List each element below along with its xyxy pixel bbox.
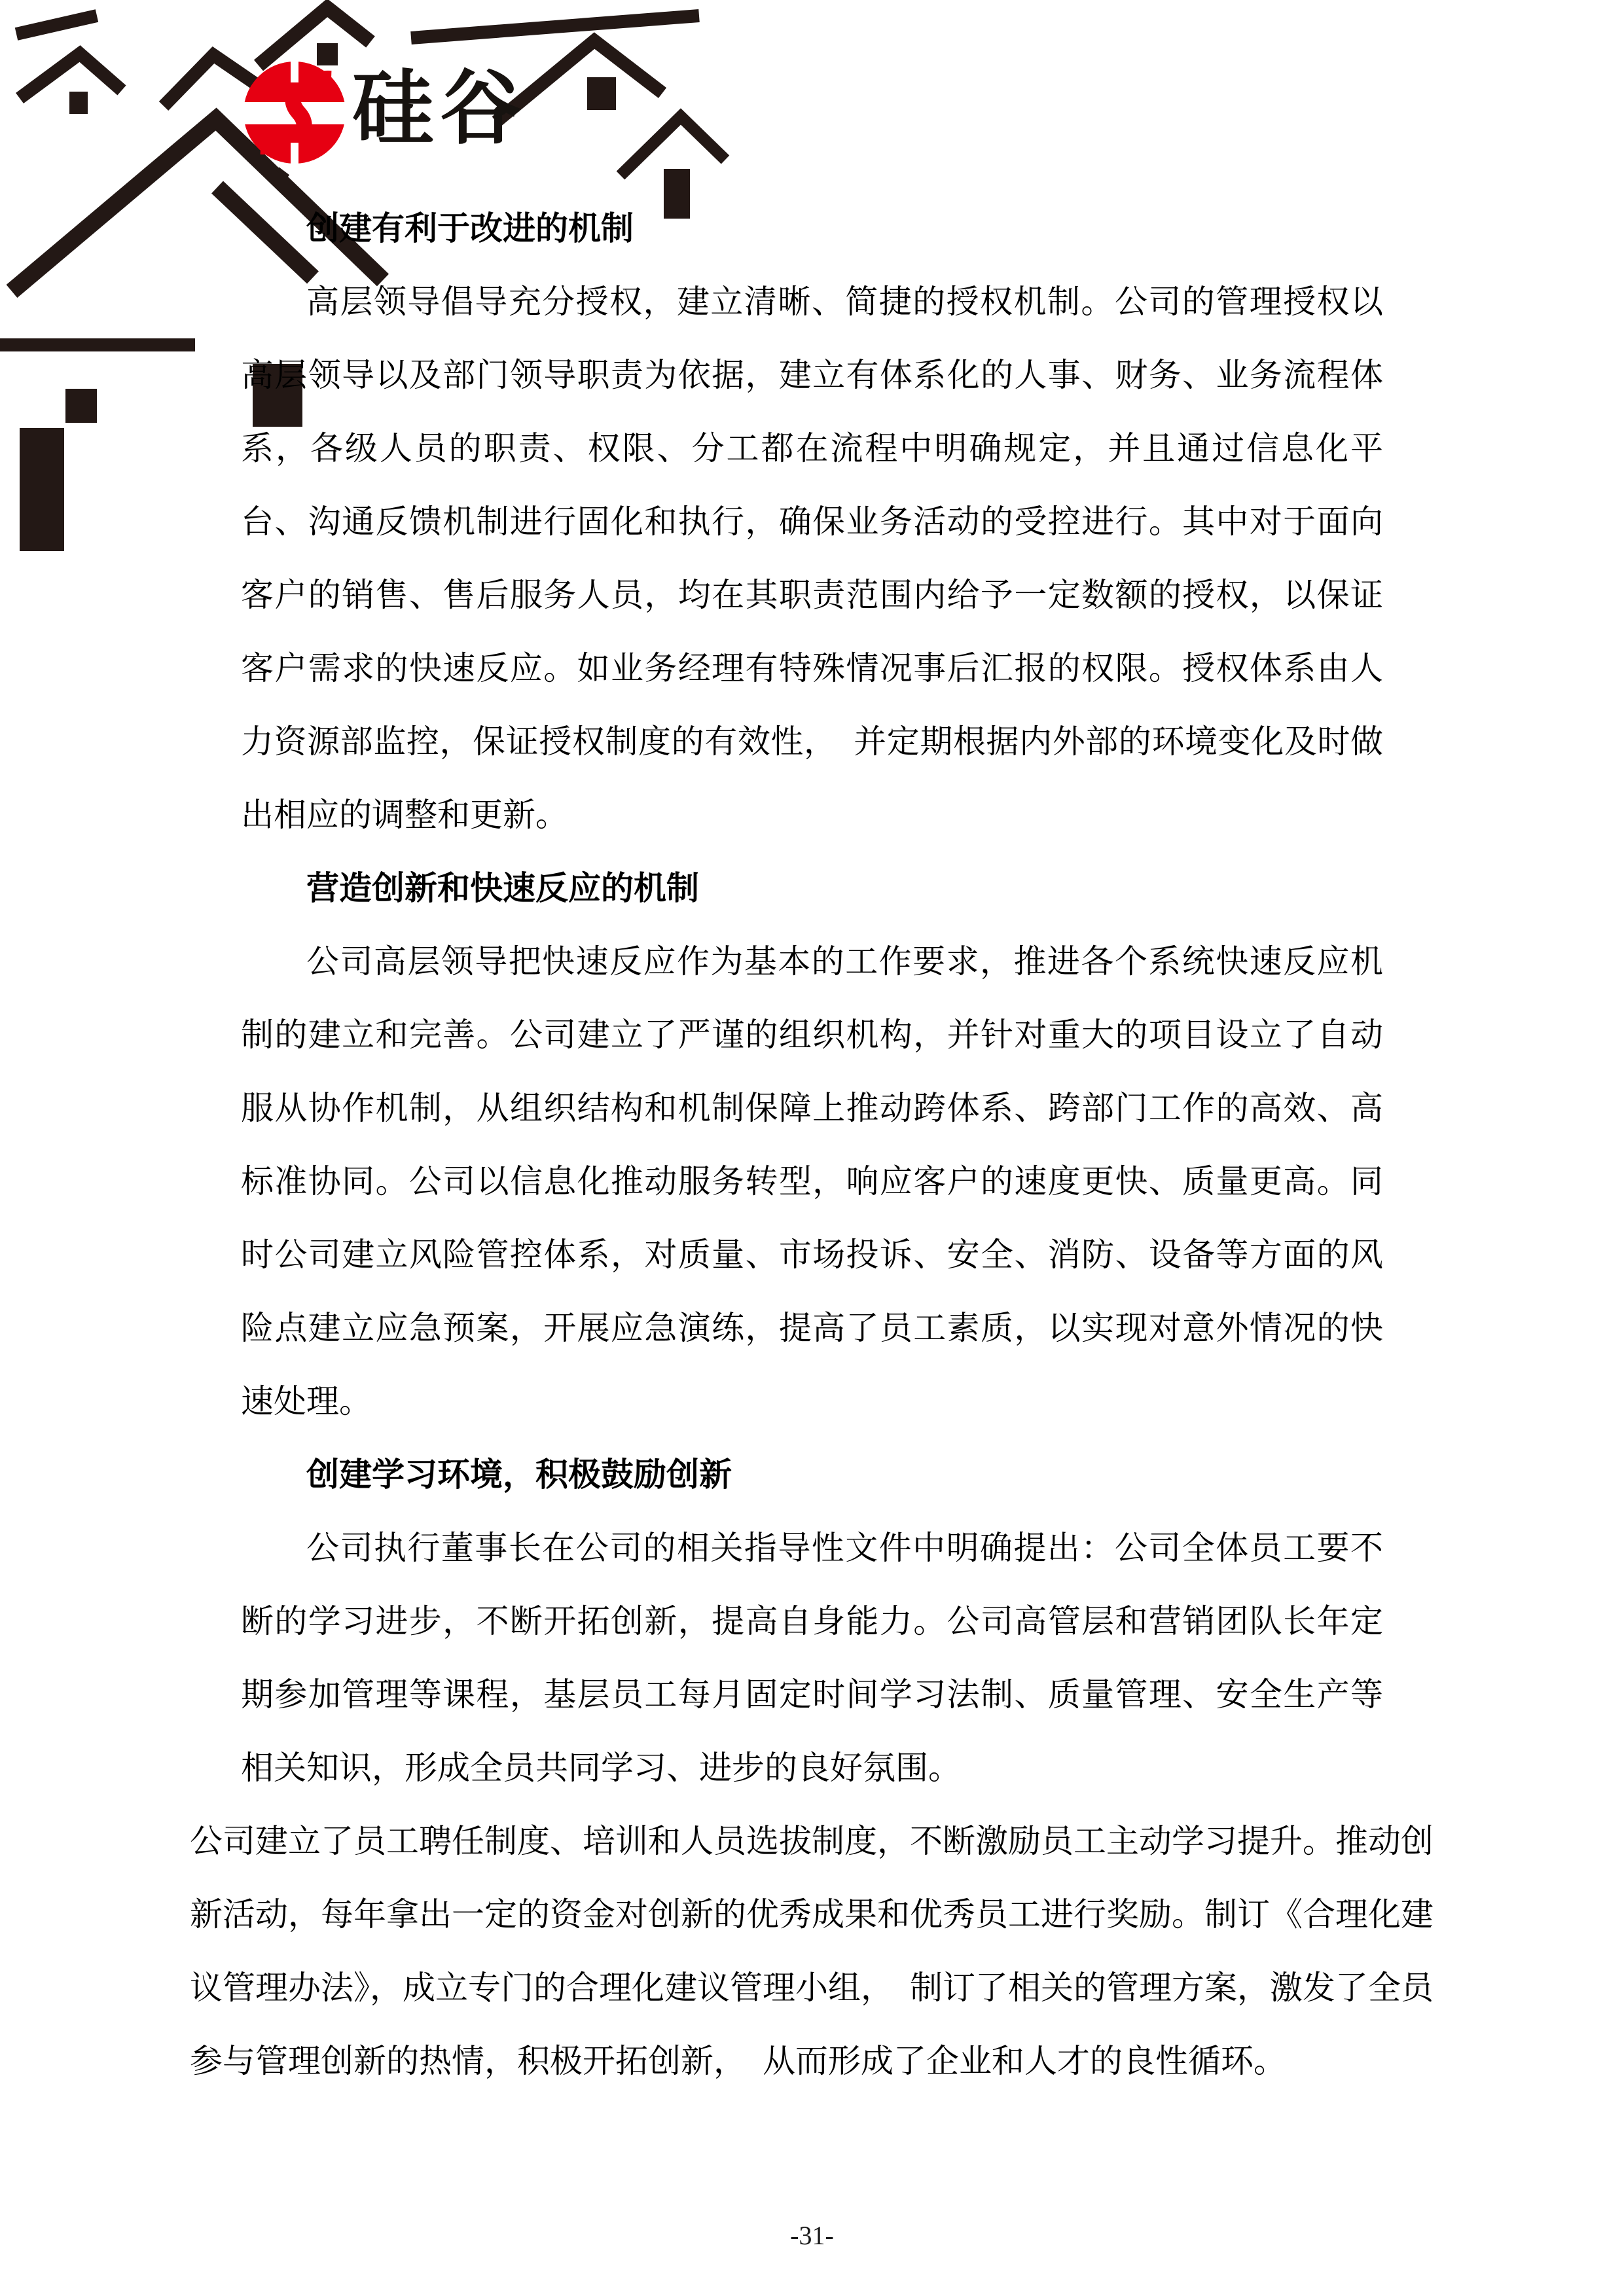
section-paragraph-3: 公司执行董事长在公司的相关指导性文件中明确提出：公司全体员工要不断的学习进步，不断开拓创新，提高自身能力。公司高管层和营销团队长年定期参加管理等课程，基层员工每月固定时间学习法制、质量管理、安全生产等相关知识，形成全员共同学习、进步的良好氛围。 (241, 1530, 1383, 1786)
section-heading-2: 营造创新和快速反应的机制 (306, 870, 699, 906)
section-paragraph-2: 公司高层领导把快速反应作为基本的工作要求，推进各个系统快速反应机制的建立和完善。公司建立了严谨的组织机构，并针对重大的项目设立了自动服从协作机制，从组织结构和机制保障上推动跨体系、跨部门工作的高效、高标准协同。公司以信息化推动服务转型，响应客户的速度更快、质量更高。同时公司建立风险管控体系，对质量、市场投诉、安全、消防、设备等方面的风险点建立应急预案，开展应急演练，提高了员工素质，以实现对意外情况的快速处理。 (241, 943, 1383, 1420)
section-heading-3: 创建学习环境，积极鼓励创新 (306, 1456, 732, 1493)
page-number: -31- (790, 2221, 834, 2250)
closing-paragraph: 公司建立了员工聘任制度、培训和人员选拔制度，不断激励员工主动学习提升。推动创新活动，每年拿出一定的资金对创新的优秀成果和优秀员工进行奖励。制订《合理化建议管理办法》，成立专门的合理化建议管理小组， 制订了相关的管理方案，激发了全员参与管理创新的热情，积极开拓创新， 从而形成了企业和人才的良性循环。 (190, 1823, 1434, 2079)
section-paragraph-1: 高层领导倡导充分授权，建立清晰、简捷的授权机制。公司的管理授权以高层领导以及部门领导职责为依据，建立有体系化的人事、财务、业务流程体系，各级人员的职责、权限、分工都在流程中明确规定，并且通过信息化平台、沟通反馈机制进行固化和执行，确保业务活动的受控进行。其中对于面向客户的销售、售后服务人员，均在其职责范围内给予一定数额的授权，以保证客户需求的快速反应。如业务经理有特殊情况事后汇报的权限。授权体系由人力资源部监控，保证授权制度的有效性， 并定期根据内外部的环境变化及时做出相应的调整和更新。 (241, 283, 1383, 833)
brand-name: 硅谷 (352, 62, 528, 156)
document-content (190, 192, 1434, 2098)
section-heading-1: 创建有利于改进的机制 (306, 210, 634, 247)
